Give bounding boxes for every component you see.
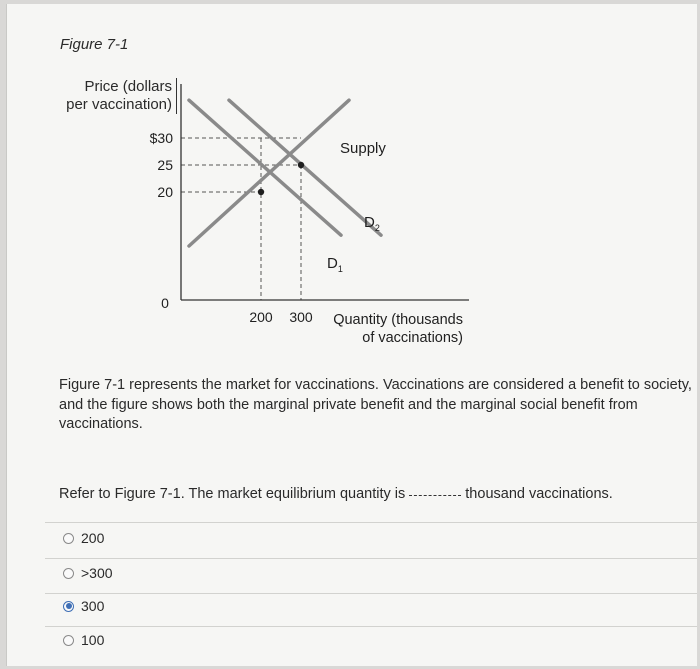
equilibrium-point-1 — [298, 162, 304, 168]
series-line-d1 — [189, 100, 341, 235]
x-tick-label: 300 — [289, 309, 313, 325]
option-200[interactable] — [63, 530, 104, 546]
question-card — [6, 4, 697, 666]
equilibrium-point-0 — [258, 189, 264, 195]
tick-labels — [150, 130, 313, 325]
answer-blank — [409, 495, 461, 496]
series-line-d2 — [229, 100, 381, 235]
divider — [45, 626, 697, 627]
option-300[interactable] — [63, 598, 104, 614]
figure-title: Figure 7-1 — [60, 36, 129, 53]
x-tick-label: 200 — [249, 309, 273, 325]
option-label: 200 — [81, 530, 105, 546]
question-suffix: thousand vaccinations. — [465, 486, 613, 502]
origin-label: 0 — [161, 295, 169, 311]
divider — [45, 558, 697, 559]
option-100[interactable] — [63, 632, 104, 648]
question-text — [59, 486, 679, 502]
series-label-d1: $D_1$ — [327, 255, 343, 274]
y-axis-label-line1: Price (dollars — [84, 78, 172, 95]
x-axis-label-line1: Quantity (thousands — [333, 312, 463, 328]
radio-button[interactable] — [63, 635, 74, 646]
series-label-d2: $D_2$ — [364, 214, 380, 233]
series-lines — [189, 100, 381, 246]
question-prefix: Refer to Figure 7-1. The market equilibrium quantity is — [59, 486, 406, 502]
radio-button-selected[interactable] — [63, 601, 74, 612]
radio-button[interactable] — [63, 568, 74, 579]
radio-button[interactable] — [63, 533, 74, 544]
option-label: 100 — [81, 632, 105, 648]
y-tick-label: $30 — [149, 130, 173, 146]
series-label-supply: Supply — [340, 140, 386, 157]
x-axis-label-line2: of vaccinations) — [362, 330, 463, 346]
y-axis-label-line2: per vaccination) — [66, 96, 172, 113]
figure-description: Figure 7-1 represents the market for vaccinations. Vaccinations are considered a benefit to society, and the figure shows both the marginal private benefit and the marginal social benefit from vaccinations. — [59, 377, 692, 432]
y-tick-label: 25 — [157, 157, 173, 173]
y-tick-label: 20 — [157, 184, 173, 200]
option-label: >300 — [81, 565, 113, 581]
divider — [45, 593, 697, 594]
series-labels — [327, 140, 386, 274]
option-greater-300[interactable] — [63, 565, 113, 581]
option-label: 300 — [81, 598, 105, 614]
supply-demand-chart — [7, 4, 697, 364]
divider — [45, 522, 697, 523]
